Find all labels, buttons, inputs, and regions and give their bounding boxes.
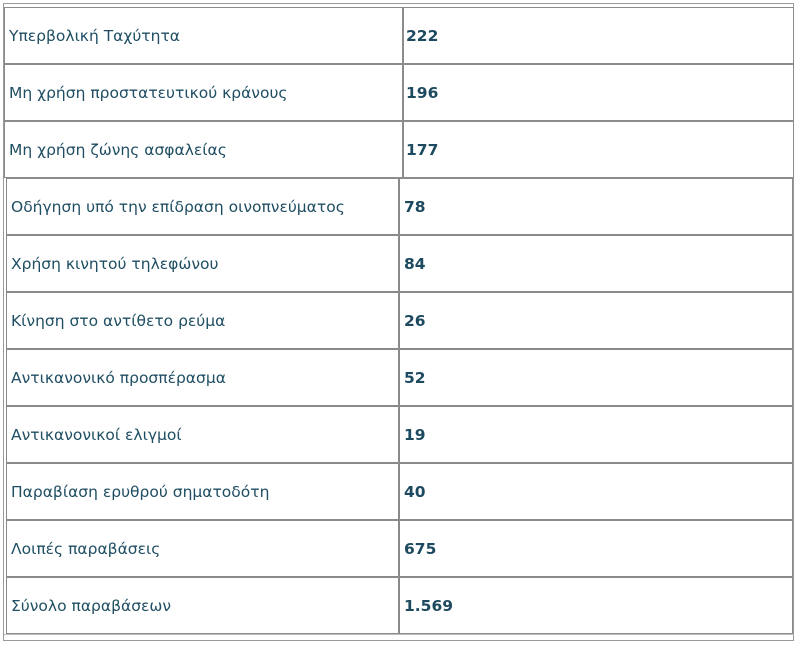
row-label: Παραβίαση ερυθρού σηματοδότη [6,463,399,520]
row-value: 78 [399,178,793,235]
row-value: 40 [399,463,793,520]
table-row [4,235,794,292]
table-row [4,520,794,577]
row-label: Χρήση κινητού τηλεφώνου [6,235,399,292]
row-label: Κίνηση στο αντίθετο ρεύμα [6,292,399,349]
row-label: Υπερβολική Ταχύτητα [4,7,403,64]
table-row [4,406,794,463]
row-value: 222 [403,7,794,64]
table-row [4,7,794,64]
table-row [4,463,794,520]
row-label: Αντικανονικό προσπέρασμα [6,349,399,406]
table-row [4,292,794,349]
total-label: Σύνολο παραβάσεων [6,577,399,634]
row-value: 196 [403,64,794,121]
row-value: 52 [399,349,793,406]
table-row [4,64,794,121]
table-row [4,178,794,235]
violations-table [3,3,794,641]
row-label: Οδήγηση υπό την επίδραση οινοπνεύματος [6,178,399,235]
row-label: Μη χρήση ζώνης ασφαλείας [4,121,403,178]
row-label: Μη χρήση προστατευτικού κράνους [4,64,403,121]
row-label: Αντικανονικοί ελιγμοί [6,406,399,463]
table-row-total [4,577,794,634]
table-row [4,121,794,178]
row-value: 84 [399,235,793,292]
row-value: 177 [403,121,794,178]
row-value: 26 [399,292,793,349]
row-label: Λοιπές παραβάσεις [6,520,399,577]
total-value: 1.569 [399,577,793,634]
row-value: 675 [399,520,793,577]
table-row [4,349,794,406]
row-value: 19 [399,406,793,463]
